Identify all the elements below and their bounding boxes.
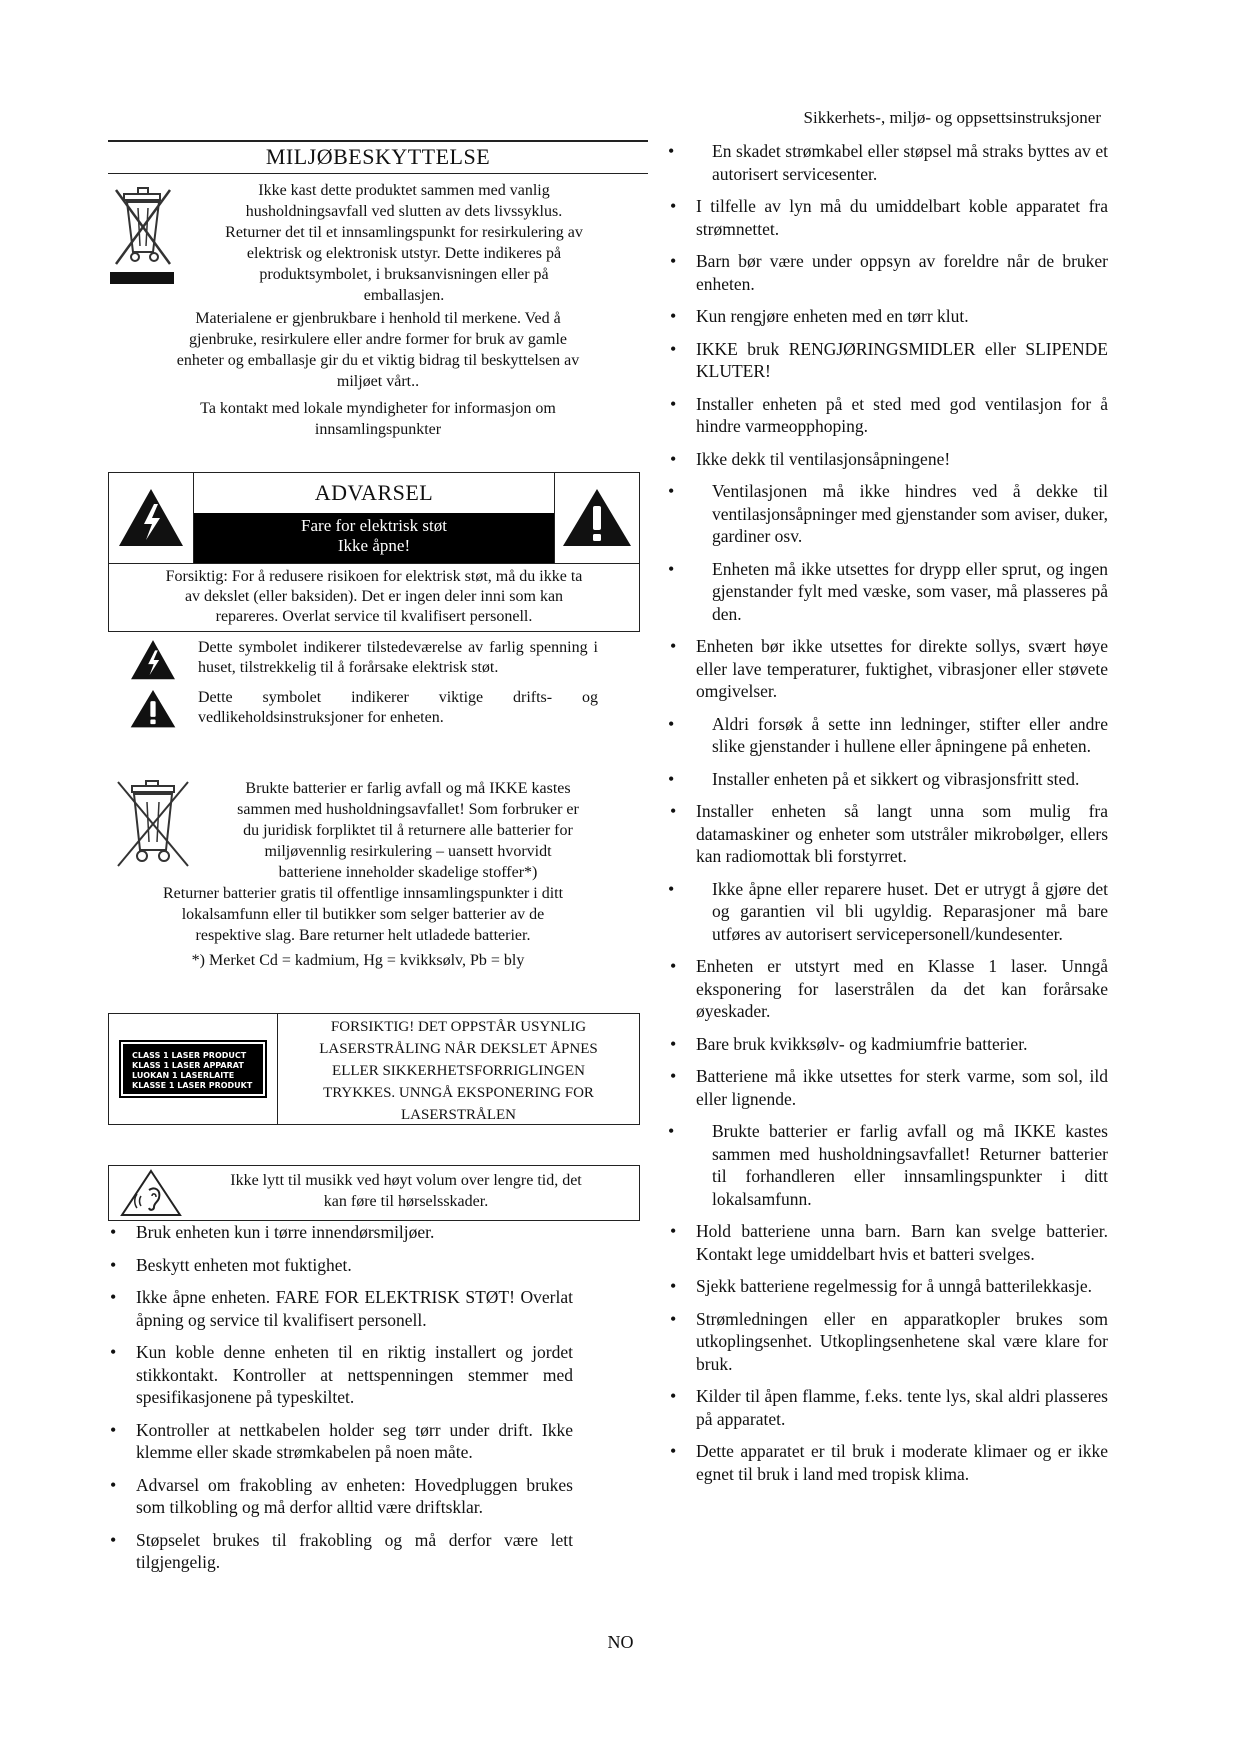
env-line: Ta kontakt med lokale myndigheter for informasjon om [200,400,556,417]
list-item: • Bruk enheten kun i tørre innendørsmiljøer. [108,1221,573,1244]
battery-line: Brukte batterier er farlig avfall og må IKKE kastes [245,780,571,797]
lightning-symbol-row [108,638,648,682]
env-line: produktsymbolet, i bruksanvisningen eller på [259,266,549,283]
env-line: Ikke kast dette produktet sammen med vanlig [258,182,550,199]
hearing-line: Ikke lytt til musikk ved høyt volum over lengre tid, det [230,1172,582,1189]
list-item: • Ventilasjonen må ikke hindres ved å dekke til ventilasjonsåpninger med gjenstander som aviser, duker, gardiner osv. [668,480,1108,548]
environment-block [108,180,648,306]
environment-title: MILJØBESKYTTELSE [108,140,648,174]
list-item: • Advarsel om frakobling av enheten: Hovedpluggen brukes som tilkobling og må derfor alltid være driftsklar. [108,1474,573,1519]
hearing-warning-icon [109,1166,193,1220]
warning-top-row [109,473,639,564]
warning-middle [194,473,554,563]
env-line: miljøet vårt.. [336,373,420,390]
battery-text-2 [108,883,648,946]
page-header-title: Sikkerhets-, miljø- og oppsettsinstruksjoner [803,108,1101,127]
battery-line: respektive slag. Bare returner helt utladede batterier. [195,927,531,944]
laser-label-line: KLASSE 1 LASER PRODUKT [132,1081,253,1090]
list-item: • Ikke dekk til ventilasjonsåpningene! [668,448,1108,471]
battery-block [108,778,648,883]
list-item: • Hold batteriene unna barn. Barn kan svelge batterier. Kontakt lege umiddelbart hvis et batteri svelges. [668,1220,1108,1265]
battery-line: Returner batterier gratis til offentlige innsamlingspunkter i ditt [162,885,564,902]
list-item: • Barn bør være under oppsyn av foreldre når de bruker enheten. [668,250,1108,295]
laser-label-line: LUOKAN 1 LASERLAITE [132,1071,235,1080]
laser-warning-line: FORSIKTIG! DET OPPSTÅR USYNLIG [330,1019,587,1035]
list-item: • En skadet strømkabel eller støpsel må straks byttes av et autorisert servicesenter. [668,140,1108,185]
env-line: innsamlingspunkter [314,421,442,438]
exclamation-symbol-row [108,688,648,730]
env-line: gjenbruke, resirkulere eller andre former for bruk av gamle [188,331,568,348]
list-item: • Enheten bør ikke utsettes for direkte sollys, svært høye eller lave temperaturer, fuktighet, vibrasjoner eller støvete omgivelser. [668,635,1108,703]
list-item: • Installer enheten så langt unna som mulig fra datamaskiner og enheter som utstråler mikrobølger, ellers kan radiomottak bli forstyrret. [668,800,1108,868]
laser-warning-line: LASERSTRÅLEN [400,1107,516,1123]
env-line: husholdningsavfall ved slutten av dets livssyklus. [245,203,563,220]
caution-line: av dekslet (eller baksiden). Det er ingen deler inni som kan [184,588,564,605]
battery-line: miljøvennlig resirkulering – uansett hvorvidt [264,843,552,860]
right-column [668,140,1108,1495]
list-item: • Enheten må ikke utsettes for drypp eller sprut, og ingen gjenstander fylt med væske, som vaser, må plasseres på den. [668,558,1108,626]
list-item: • Brukte batterier er farlig avfall og må IKKE kastes sammen med husholdningsavfallet! Returner batterier til forhandleren eller innsamlingspunkter i ditt lokalsamfunn. [668,1120,1108,1210]
page-footer-language: NO [607,1632,634,1652]
exclamation-symbol-text: Dette symbolet indikerer viktige drifts- og vedlikeholdsinstruksjoner for enheten. [198,689,598,726]
list-item: • I tilfelle av lyn må du umiddelbart koble apparatet fra strømnettet. [668,195,1108,240]
warning-banner [194,513,554,563]
list-item: • Ikke åpne enheten. FARE FOR ELEKTRISK STØT! Overlat åpning og service til kvalifisert personell. [108,1286,573,1331]
hearing-line: kan føre til hørselsskader. [323,1193,489,1210]
list-item: • Bare bruk kvikksølv- og kadmiumfrie batterier. [668,1033,1108,1056]
list-item: • Aldri forsøk å sette inn ledninger, stifter eller andre slike gjenstander i hullene eller åpningene på enheten. [668,713,1108,758]
warning-banner-line: Fare for elektrisk støt [301,516,447,535]
laser-warning-line: LASERSTRÅLING NÅR DEKSLET ÅPNES [319,1041,598,1057]
env-line: elektrisk og elektronisk utstyr. Dette indikeres på [246,245,562,262]
battery-line: lokalsamfunn eller til butikker som selger batterier av de [181,906,545,923]
warning-title: ADVARSEL [314,480,434,505]
lightning-symbol-text: Dette symbolet indikerer tilstedeværelse av farlig spenning i huset, tilstrekkelig til å forårsake elektrisk støt. [198,639,598,676]
battery-line: sammen med husholdningsavfallet! Som forbruker er [237,801,579,818]
env-line: Materialene er gjenbrukbare i henhold til merkene. Ved å [195,310,561,327]
list-item: • Strømledningen eller en apparatkopler brukes som utkoplingsenhet. Utkoplingsenhetene skal være klare for bruk. [668,1308,1108,1376]
battery-footnote: *) Merket Cd = kadmium, Hg = kvikksølv, Pb = bly [191,952,525,969]
left-column [108,140,648,1584]
warning-caution-text [109,564,639,631]
laser-warning-box [108,1013,640,1125]
environment-text-1 [184,180,648,306]
hearing-warning-text [193,1166,639,1220]
laser-warning-text [278,1014,639,1124]
environment-text-3 [108,398,648,440]
lightning-symbol-icon [108,638,198,682]
list-item: • IKKE bruk RENGJØRINGSMIDLER eller SLIPENDE KLUTER! [668,338,1108,383]
list-item: • Dette apparatet er til bruk i moderate klimaer og er ikke egnet til bruk i land med tropisk klima. [668,1440,1108,1485]
hearing-warning-box [108,1165,640,1221]
warning-box [108,472,640,632]
laser-class-label [123,1044,263,1094]
laser-warning-line: ELLER SIKKERHETSFORRIGLINGEN [332,1063,585,1079]
list-item: • Sjekk batteriene regelmessig for å unngå batterilekkasje. [668,1275,1108,1298]
laser-label-line: CLASS 1 LASER PRODUCT [132,1051,247,1060]
battery-bin-icon [108,778,198,878]
caution-line: Forsiktig: For å redusere risikoen for elektrisk støt, må du ikke ta [165,568,583,585]
list-item: • Støpselet brukes til frakobling og må derfor være lett tilgjengelig. [108,1529,573,1574]
list-item: • Enheten er utstyrt med en Klasse 1 laser. Unngå eksponering for laserstrålen da det kan forårsake øyeskader. [668,955,1108,1023]
list-item: • Beskytt enheten mot fuktighet. [108,1254,573,1277]
right-bullet-list [668,140,1108,1485]
left-bullet-list [108,1221,573,1574]
laser-label-image [109,1014,278,1124]
lightning-warning-icon [109,473,194,563]
list-item: • Installer enheten på et sikkert og vibrasjonsfritt sted. [668,768,1108,791]
battery-line: batteriene inneholder skadelige stoffer*) [278,864,538,881]
laser-warning-line: TRYKKES. UNNGÅ EKSPONERING FOR [323,1085,594,1101]
list-item: • Kun koble denne enheten til en riktig installert og jordet stikkontakt. Kontroller at nettspenningen stemmer med spesifikasjonene på typeskiltet. [108,1341,573,1409]
env-line: Returner det til et innsamlingspunkt for resirkulering av [225,224,583,241]
caution-line: repareres. Overlat service til kvalifisert personell. [215,608,533,625]
list-item: • Ikke åpne eller reparere huset. Det er utrygt å gjøre det og garantien vil bli ugyldig. Reparasjoner må bare utføres av autorisert servicepersonell/kundesenter. [668,878,1108,946]
list-item: • Kun rengjøre enheten med en tørr klut. [668,305,1108,328]
list-item: • Kilder til åpen flamme, f.eks. tente lys, skal aldri plasseres på apparatet. [668,1385,1108,1430]
list-item: • Installer enheten på et sted med god ventilasjon for å hindre varmeopphoping. [668,393,1108,438]
weee-bin-icon [108,180,184,290]
environment-text-2 [108,308,648,392]
battery-line: du juridisk forpliktet til å returnere alle batterier for [243,822,573,839]
env-line: emballasjen. [363,287,445,304]
exclamation-symbol-icon [108,688,198,730]
exclamation-warning-icon [554,473,639,563]
list-item: • Kontroller at nettkabelen holder seg tørr under drift. Ikke klemme eller skade strømkabelen på noen måte. [108,1419,573,1464]
laser-label-line: KLASS 1 LASER APPARAT [132,1061,244,1070]
battery-text-1 [198,778,648,883]
warning-banner-line: Ikke åpne! [337,536,411,555]
env-line: enheter og emballasje gir du et viktig bidrag til beskyttelsen av [176,352,580,369]
list-item: • Batteriene må ikke utsettes for sterk varme, som sol, ild eller lignende. [668,1065,1108,1110]
